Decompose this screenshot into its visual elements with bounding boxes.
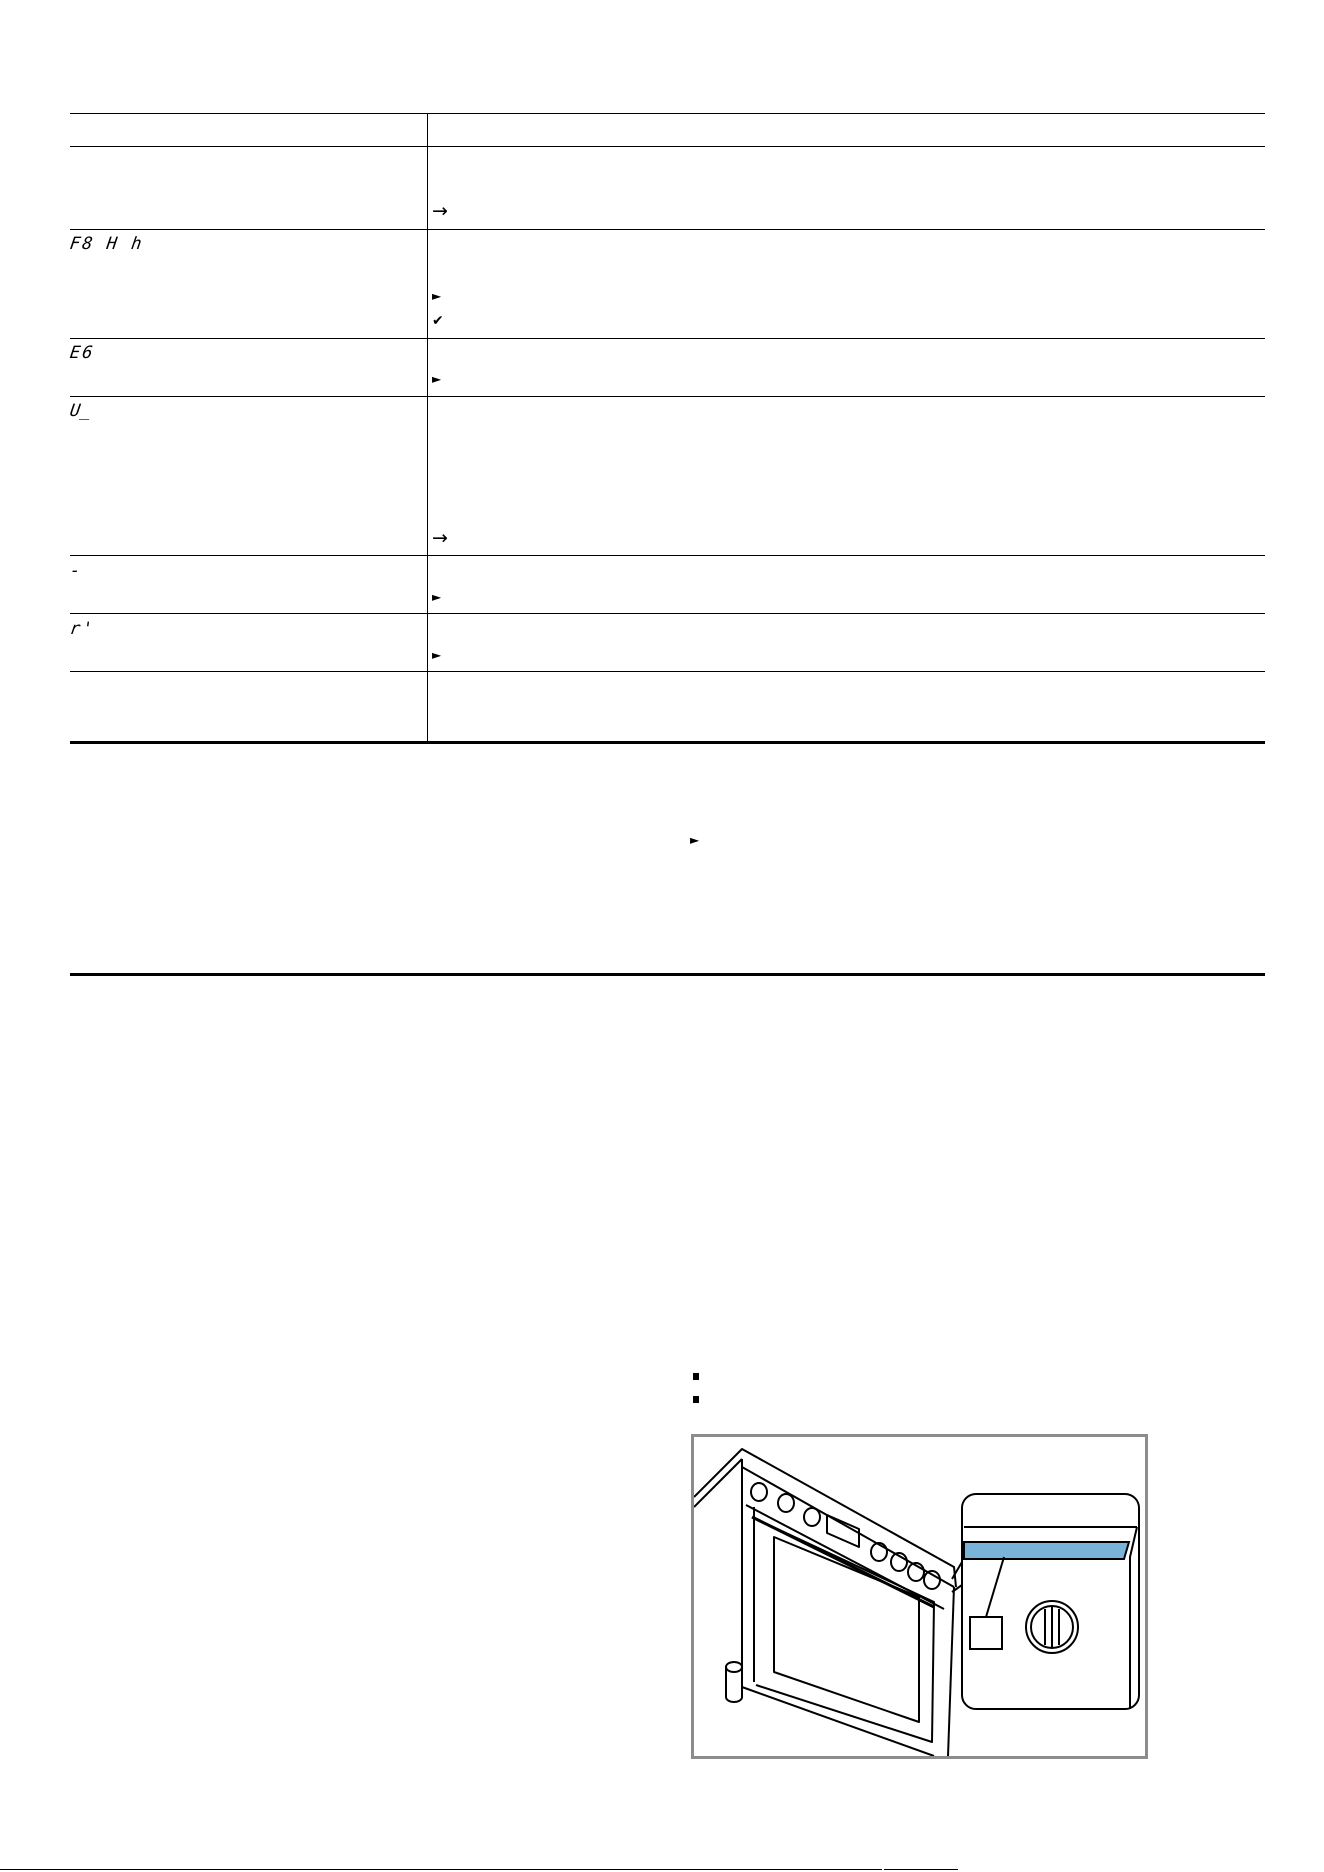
row-divider [70,338,1265,339]
row-divider [70,555,1265,556]
triangle-bullet-icon: ► [432,648,442,662]
error-code-cell: E6 [68,343,96,363]
error-code-cell: U̲ [68,401,94,421]
note-box-bottom-rule [70,973,1265,976]
arrow-icon: → [432,200,448,222]
error-code-cell: - [68,561,84,581]
arrow-icon: → [432,527,448,549]
triangle-bullet-icon: ► [432,289,442,303]
row-divider [70,613,1265,614]
triangle-bullet-icon: ► [432,372,442,386]
oven-illustration [694,1437,1145,1756]
error-code-cell: r' [68,619,96,639]
table-top-rule [70,113,1265,114]
note-triangle-bullet-icon: ► [690,833,700,847]
table-header-rule [70,146,1265,147]
table-column-divider [427,113,428,741]
row-divider [70,671,1265,672]
row-divider [70,396,1265,397]
triangle-bullet-icon: ► [432,590,442,604]
footer-rule [884,1869,958,1870]
oven-rating-plate-figure [691,1434,1148,1759]
footer-rule [0,1869,882,1870]
square-bullet-icon [693,1373,699,1380]
error-code-cell: F8 H h [68,234,145,254]
check-icon: ✔ [432,313,444,329]
row-divider [70,229,1265,230]
table-bottom-rule [70,741,1265,744]
square-bullet-icon [693,1396,699,1403]
